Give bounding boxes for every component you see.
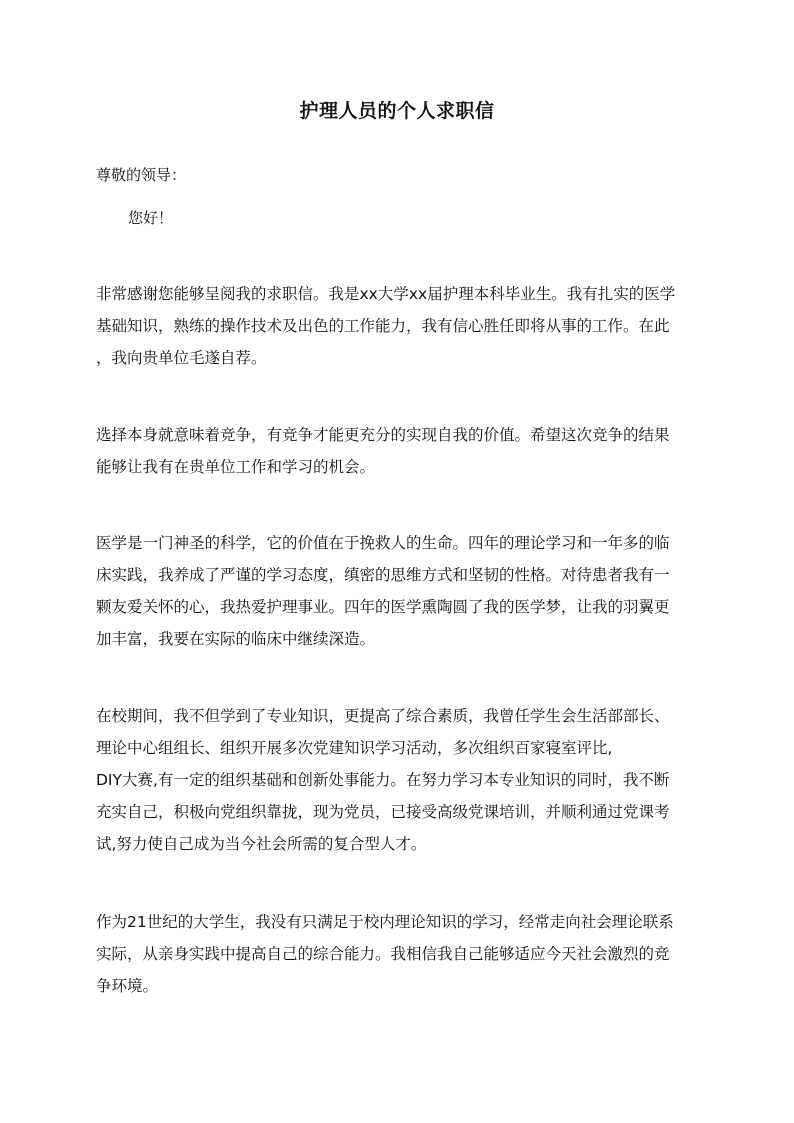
paragraph-practice [96,906,696,1002]
text-line: 能够让我有在贵单位工作和学习的机会。 [96,458,376,476]
text-line: 理论中心组组长、组织开展多次党建知识学习活动，多次组织百家寝室评比, [96,739,613,757]
text-line: 选择本身就意味着竞争，有竞争才能更充分的实现自我的价值。希望这次竞争的结果 [96,426,670,444]
text-line: 试,努力使自己成为当今社会所需的复合型人才。 [96,835,427,853]
salutation: 尊敬的领导： [96,166,187,184]
text-line: 非常感谢您能够呈阅我的求职信。我是xx大学xx届护理本科毕业生。我有扎实的医学 [96,285,676,303]
text-line: 加丰富，我要在实际的临床中继续深造。 [96,630,376,648]
text-line: 颗友爱关怀的心，我热爱护理事业。四年的医学熏陶圆了我的医学梦，让我的羽翼更 [96,598,670,616]
text-line: 在校期间，我不但学到了专业知识，更提高了综合素质，我曾任学生会生活部部长、 [96,707,670,725]
document-title: 护理人员的个人求职信 [299,100,495,122]
text-line: 作为21世纪的大学生，我没有只满足于校内理论知识的学习，经常走向社会理论联系 [96,913,674,931]
text-line: 实际，从亲身实践中提高自己的综合能力。我相信我自己能够适应今天社会激烈的竞 [96,945,670,963]
text-line: 床实践，我养成了严谨的学习态度，缜密的思维方式和坚韧的性格。对待患者我有一 [96,566,670,584]
paragraph-competition [96,419,696,483]
text-line: 争环境。 [96,977,159,995]
paragraph-medicine [96,527,696,655]
greeting: 您好！ [128,209,174,227]
paragraph-school-experience [96,700,696,860]
text-line: DIY大赛,有一定的组织基础和创新处事能力。在努力学习本专业知识的同时，我不断 [96,771,670,789]
text-line: 医学是一门神圣的科学，它的价值在于挽救人的生命。四年的理论学习和一年多的临 [96,534,670,552]
text-line: 充实自己，积极向党组织靠拢，现为党员，已接受高级党课培训，并顺利通过党课考 [96,803,670,821]
paragraph-gratitude [96,278,696,374]
text-line: 基础知识，熟练的操作技术及出色的工作能力，我有信心胜任即将从事的工作。在此 [96,317,670,335]
text-line: ，我向贵单位毛遂自荐。 [96,349,267,367]
